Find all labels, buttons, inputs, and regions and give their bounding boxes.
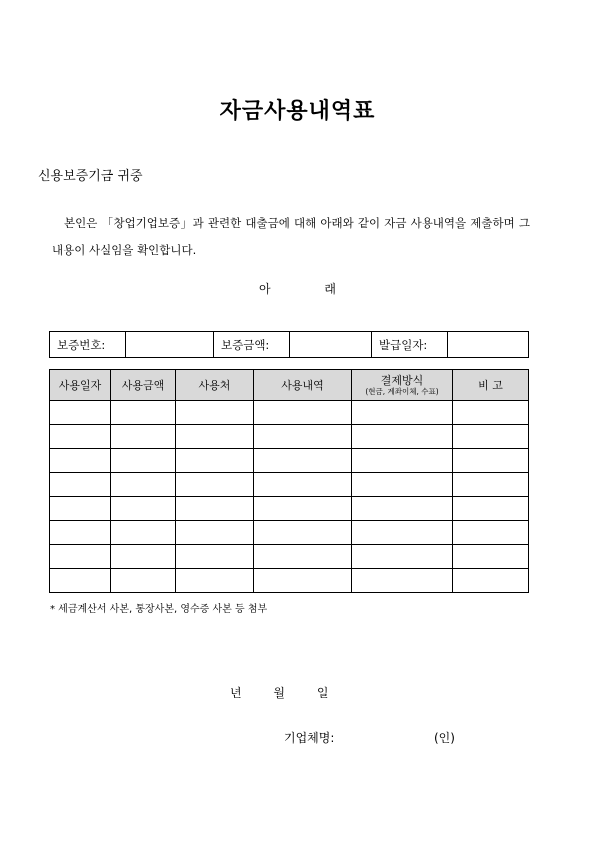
table-cell[interactable] xyxy=(453,401,529,425)
table-cell[interactable] xyxy=(254,497,352,521)
table-row xyxy=(50,425,529,449)
table-cell[interactable] xyxy=(111,425,176,449)
table-cell[interactable] xyxy=(352,569,453,593)
table-cell[interactable] xyxy=(352,449,453,473)
header-payment-sub: (현금, 계좌이체, 수표) xyxy=(365,386,439,396)
table-row xyxy=(50,545,529,569)
table-cell[interactable] xyxy=(111,521,176,545)
table-cell[interactable] xyxy=(50,521,111,545)
table-cell[interactable] xyxy=(453,425,529,449)
signature-line xyxy=(284,729,455,746)
table-cell[interactable] xyxy=(176,449,254,473)
table-cell[interactable] xyxy=(176,521,254,545)
document-title: 자금사용내역표 xyxy=(219,99,376,124)
table-cell[interactable] xyxy=(254,401,352,425)
header-amount: 사용금액 xyxy=(111,370,176,401)
table-cell[interactable] xyxy=(352,425,453,449)
attachment-note: * 세금계산서 사본, 통장사본, 영수증 사본 등 첨부 xyxy=(50,604,268,615)
table-cell[interactable] xyxy=(254,473,352,497)
table-cell[interactable] xyxy=(111,569,176,593)
guarantee-amount-label: 보증금액: xyxy=(214,332,290,358)
header-payment-label: 결제방식 xyxy=(380,373,424,387)
info-table xyxy=(49,331,529,358)
header-date: 사용일자 xyxy=(50,370,111,401)
table-row xyxy=(50,521,529,545)
table-cell[interactable] xyxy=(176,497,254,521)
table-row xyxy=(50,401,529,425)
header-remarks: 비 고 xyxy=(453,370,529,401)
table-cell[interactable] xyxy=(453,545,529,569)
table-cell[interactable] xyxy=(176,569,254,593)
table-cell[interactable] xyxy=(453,569,529,593)
date-line: 년 월 일 xyxy=(230,686,329,700)
table-cell[interactable] xyxy=(50,473,111,497)
table-cell[interactable] xyxy=(453,449,529,473)
table-cell[interactable] xyxy=(111,497,176,521)
table-cell[interactable] xyxy=(254,545,352,569)
table-cell[interactable] xyxy=(50,497,111,521)
table-row xyxy=(50,569,529,593)
recipient-line: 신용보증기금 귀중 xyxy=(38,169,143,184)
table-cell[interactable] xyxy=(50,449,111,473)
table-cell[interactable] xyxy=(176,545,254,569)
sub-heading: 아 래 xyxy=(259,282,336,296)
table-row xyxy=(50,497,529,521)
company-name-label: 기업체명: xyxy=(284,731,335,745)
header-place: 사용처 xyxy=(176,370,254,401)
table-cell[interactable] xyxy=(254,449,352,473)
table-cell[interactable] xyxy=(176,425,254,449)
table-cell[interactable] xyxy=(453,521,529,545)
table-cell[interactable] xyxy=(352,401,453,425)
table-cell[interactable] xyxy=(453,473,529,497)
table-cell[interactable] xyxy=(50,401,111,425)
table-cell[interactable] xyxy=(453,497,529,521)
header-detail: 사용내역 xyxy=(254,370,352,401)
table-cell[interactable] xyxy=(254,569,352,593)
table-cell[interactable] xyxy=(111,401,176,425)
table-cell[interactable] xyxy=(111,545,176,569)
usage-table xyxy=(49,369,529,593)
guarantee-no-field[interactable] xyxy=(126,332,214,358)
guarantee-amount-field[interactable] xyxy=(290,332,372,358)
table-cell[interactable] xyxy=(352,473,453,497)
table-cell[interactable] xyxy=(352,497,453,521)
table-row xyxy=(50,473,529,497)
table-cell[interactable] xyxy=(50,545,111,569)
issue-date-field[interactable] xyxy=(448,332,529,358)
table-cell[interactable] xyxy=(176,473,254,497)
table-cell[interactable] xyxy=(352,545,453,569)
header-payment xyxy=(352,370,453,401)
table-cell[interactable] xyxy=(176,401,254,425)
table-body xyxy=(50,401,529,593)
seal-mark: (인) xyxy=(434,731,455,745)
guarantee-no-label: 보증번호: xyxy=(50,332,126,358)
table-cell[interactable] xyxy=(111,449,176,473)
table-cell[interactable] xyxy=(50,569,111,593)
body-paragraph xyxy=(52,210,530,264)
table-cell[interactable] xyxy=(50,425,111,449)
table-cell[interactable] xyxy=(254,425,352,449)
table-row xyxy=(50,449,529,473)
body-text: 본인은 「창업기업보증」과 관련한 대출금에 대해 아래와 같이 자금 사용내역을 제출하며 그 내용이 사실임을 확인합니다. xyxy=(52,216,530,257)
table-cell[interactable] xyxy=(111,473,176,497)
issue-date-label: 발급일자: xyxy=(372,332,448,358)
table-cell[interactable] xyxy=(254,521,352,545)
table-cell[interactable] xyxy=(352,521,453,545)
